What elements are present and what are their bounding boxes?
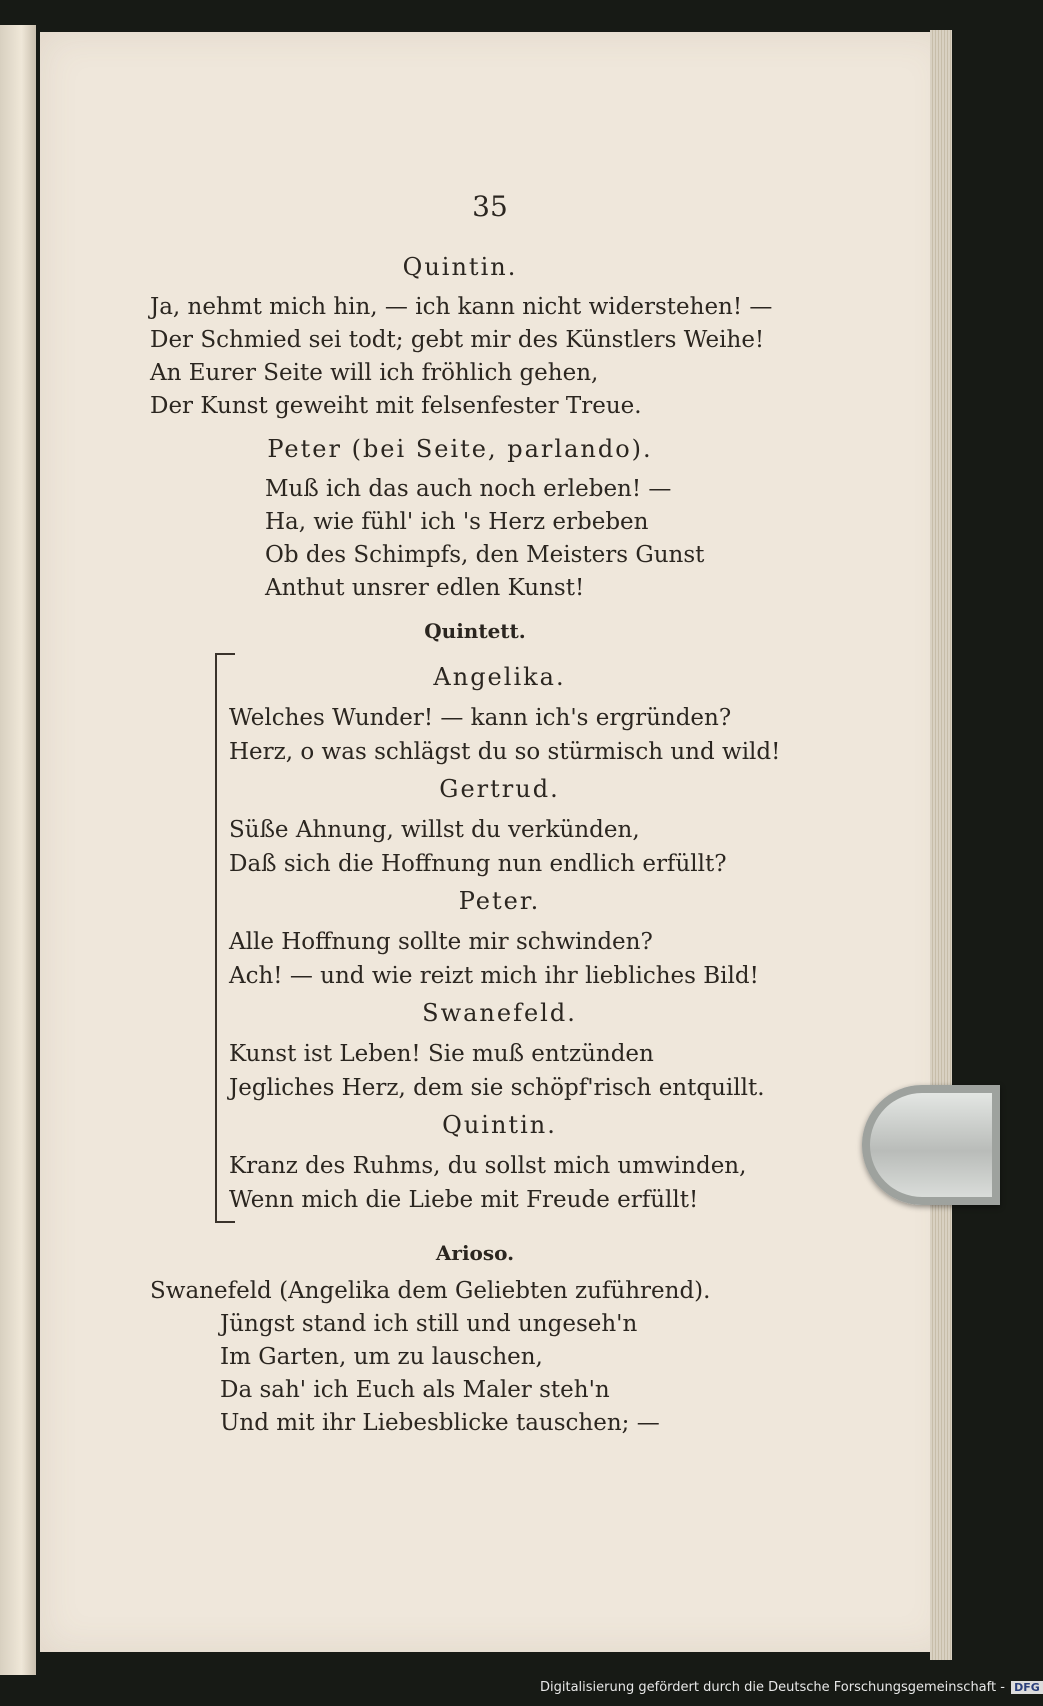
verse-line: Süße Ahnung, willst du verkünden, (229, 817, 640, 843)
verse-line: Ha, wie fühl' ich 's Herz erbeben (265, 509, 649, 535)
credit-text: Digitalisierung gefördert durch die Deutsche Forschungsgemeinschaft - (540, 1680, 1005, 1695)
speaker-angelika: Angelika. (433, 663, 566, 691)
speaker-peter: Peter. (458, 887, 541, 915)
verse-line: Daß sich die Hoffnung nun endlich erfüllt? (229, 851, 727, 877)
speaker-gertrud: Gertrud. (439, 775, 560, 803)
speaker-quintin: Quintin. (402, 253, 518, 281)
verse-line: Kranz des Ruhms, du sollst mich umwinden, (229, 1153, 747, 1179)
verse-line: Herz, o was schlägst du so stürmisch und wild! (229, 739, 781, 765)
dfg-logo: DFG (1011, 1681, 1043, 1694)
digitization-credit (540, 1680, 1040, 1695)
left-page-edge (0, 25, 36, 1675)
speaker-quintin: Quintin. (442, 1111, 557, 1139)
speaker-swanefeld: Swanefeld. (422, 999, 577, 1027)
verse-line: Ach! — und wie reizt mich ihr liebliches Bild! (229, 963, 759, 989)
page-clip (862, 1085, 1000, 1205)
verse-line: Der Kunst geweiht mit felsenfester Treue. (150, 393, 642, 419)
verse-line: Der Schmied sei todt; gebt mir des Künstlers Weihe! (150, 327, 765, 353)
verse-line: Und mit ihr Liebesblicke tauschen; — (220, 1410, 660, 1436)
verse-line: Welches Wunder! — kann ich's ergründen? (229, 705, 732, 731)
verse-line: Wenn mich die Liebe mit Freude erfüllt! (229, 1187, 699, 1213)
verse-line: Da sah' ich Euch als Maler steh'n (220, 1377, 610, 1403)
section-title-arioso: Arioso. (435, 1241, 515, 1265)
verse-line: Alle Hoffnung sollte mir schwinden? (229, 929, 653, 955)
verse-line: An Eurer Seite will ich fröhlich gehen, (150, 360, 599, 386)
verse-line: Muß ich das auch noch erleben! — (265, 476, 672, 502)
verse-line: Jüngst stand ich still und ungeseh'n (220, 1311, 638, 1337)
page-stack-edge (930, 30, 952, 1660)
verse-line: Anthut unsrer edlen Kunst! (265, 575, 585, 601)
verse-line: Ja, nehmt mich hin, — ich kann nicht widerstehen! — (150, 294, 773, 320)
verse-line: Kunst ist Leben! Sie muß entzünden (229, 1041, 654, 1067)
quintett-bracket (215, 653, 781, 1223)
verse-line: Jegliches Herz, dem sie schöpf'risch entquillt. (229, 1075, 765, 1101)
speaker-peter: Peter (bei Seite, parlando). (267, 435, 653, 463)
page-text (150, 190, 781, 1440)
stage-direction: Swanefeld (Angelika dem Geliebten zuführend). (150, 1278, 711, 1304)
section-title-quintett: Quintett. (424, 619, 526, 643)
page-number: 35 (472, 190, 508, 223)
verse-line: Im Garten, um zu lauschen, (220, 1344, 543, 1370)
verse-line: Ob des Schimpfs, den Meisters Gunst (265, 542, 705, 568)
